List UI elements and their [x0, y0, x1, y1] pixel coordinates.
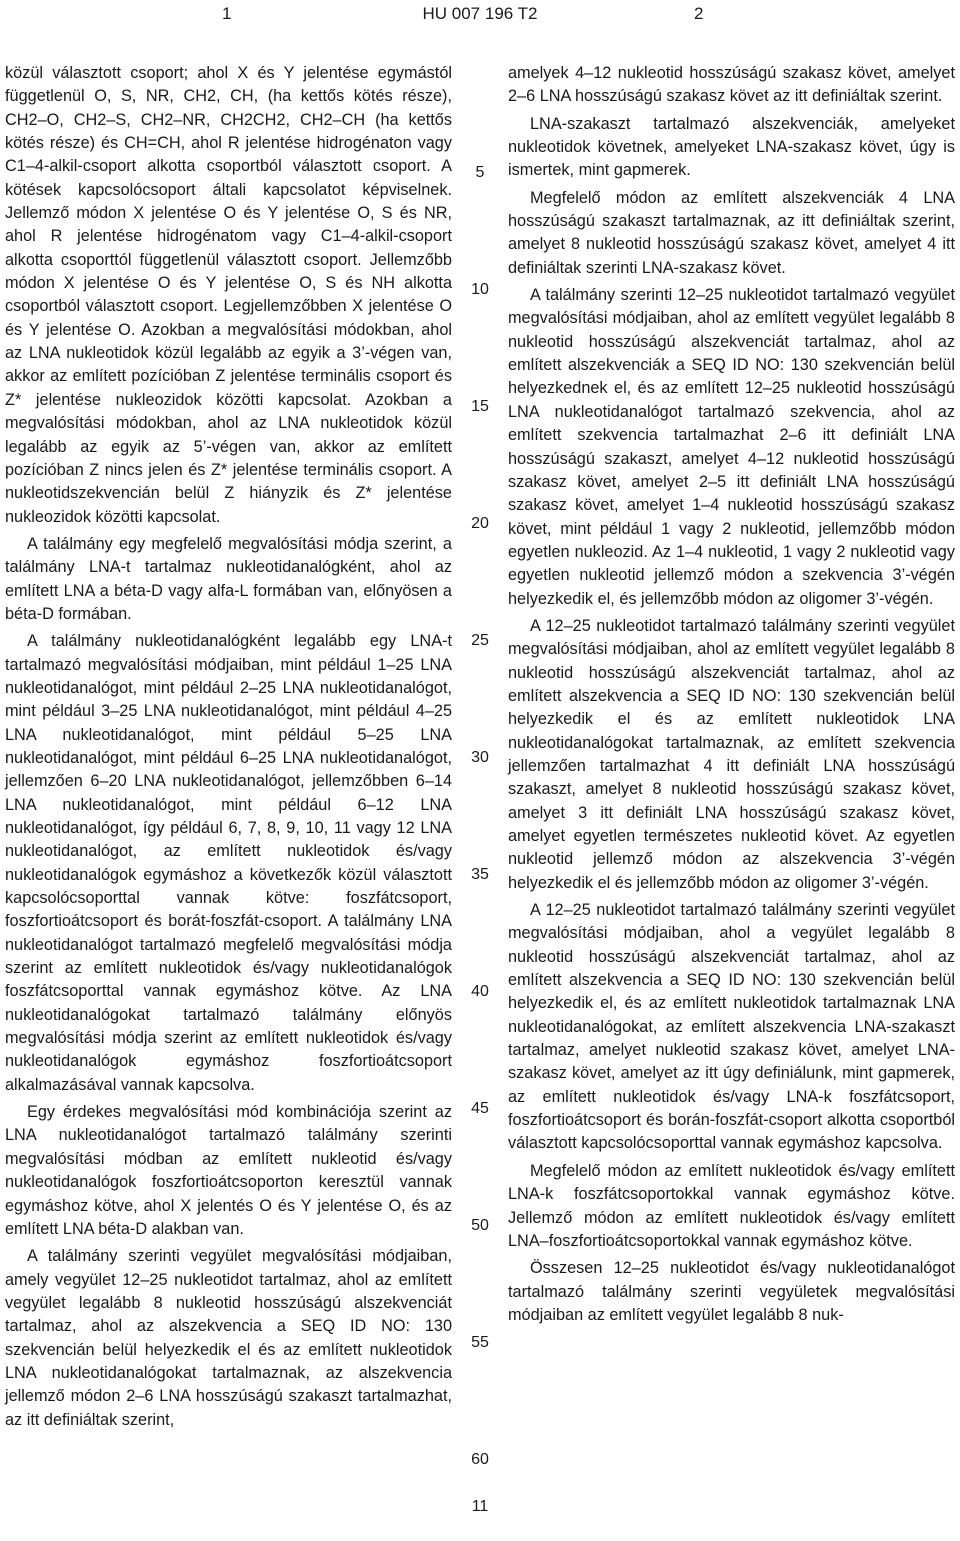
paragraph: közül választott csoport; ahol X és Y jelentése egymástól függetlenül O, S, NR, CH2, CH, (ha kettős kötés része), CH2–O, CH2–S, CH2–NR, CH2CH2, CH2–CH (ha kettős kötés része) és CH=CH, ahol R jelentése hidrogénaton vagy C1–4-alkil-csoport alkotta csoportból választott csoport. A kötések kapcsolócsoport általi kapcsolatot képviselnek. Jellemző módon X jelentése O és Y jelentése O, S és NR, ahol R jelentése hidrogénatom vagy C1–4-alkil-csoport alkotta csoporttól függetlenül választott csoport. Jellemzőbb módon X jelentése O és Y jelentése O, S és NH alkotta csoportból választott csoport. Legjellemzőbben X jelentése O és Y jelentése O. Azokban a megvalósítási módokban, ahol az LNA nukleotidok közül legalább az egyik a 3’-végen van, akkor az említett pozícióban Z jelentése terminális csoport és Z* jelentése nukleozidok közötti kapcsolat. Azokban a megvalósítási módokban, ahol az LNA nukleotidok közül legalább az egyik az 5’-végen van, akkor az említett pozícióban Z nincs jelen és Z* jelentése terminális csoport. A nukleotidszekvencián belül Z hiányzik és Z* jelentése nukleozidok közötti kapcsolat. — [5, 64, 452, 526]
paragraph: A 12–25 nukleotidot tartalmazó találmány szerinti vegyület megvalósítási módjaiban, ahol a vegyület legalább 8 nukleotid hosszúságú alszekvenciát tartalmaz, ahol az említett alszekvencia a SEQ ID NO: 130 szekvencián belül helyezkedik el, és az említett nukleotidok tartalmaznak LNA nukleotidanalógokat, az említett alszekvencia LNA-szakaszt tartalmaz, amelyet nukleotid szakasz követ, amelyet LNA-szakasz követ, amelyet az itt úgy definiálunk, mint gapmerek, az említett nukleotidok és/vagy LNA-k foszfátcsoport, foszfortioátcsoport és borán-foszfát-csoport alkotta csoportból választott kapcsolócsoporttal vannak egymáshoz kapcsolva. — [508, 901, 955, 1153]
line-number: 30 — [471, 749, 489, 766]
line-number: 35 — [471, 866, 489, 883]
line-number: 50 — [471, 1217, 489, 1234]
line-number: 55 — [471, 1334, 489, 1351]
paragraph: Megfelelő módon az említett alszekvenciák 4 LNA hosszúságú szakaszt tartalmaznak, az itt definiáltak szerint, amelyet 8 nukleotid hosszúságú szakasz követ, amelyet 4 itt definiáltak szerinti LNA-szakasz követ. — [508, 188, 955, 277]
paragraph: LNA-szakaszt tartalmazó alszekvenciák, amelyeket nukleotidok követnek, amelyeket LNA-szakasz követ, úgy is ismertek, mint gapmerek. — [508, 114, 955, 180]
line-number: 45 — [471, 1100, 489, 1117]
left-text-column — [5, 62, 452, 1436]
paragraph: Egy érdekes megvalósítási mód kombinációja szerint az LNA nukleotidanalógot tartalmazó találmány szerinti megvalósítási módban az említett nukleotid és/vagy nukleotidanalógok foszfortioátcsoporton keresztül vannak egymáshoz kötve, ahol X jelentés O és Y jelentése O, és az említett LNA béta-D alakban van. — [5, 1103, 452, 1238]
header-publication-number: HU 007 196 T2 — [422, 4, 538, 23]
header-column-number-right: 2 — [694, 4, 704, 23]
paragraph: Megfelelő módon az említett nukleotidok és/vagy említett LNA-k foszfátcsoportokkal vannak egymáshoz kötve. Jellemző módon az említett nukleotidok és/vagy említett LNA–foszfortioátcsoportokkal vannak egymáshoz kötve. — [508, 1161, 955, 1250]
paragraph: A találmány szerinti vegyület megvalósítási módjaiban, amely vegyület 12–25 nukleotidot tartalmaz, ahol az említett vegyület legalább 8 nukleotid hosszúságú alszekvenciát tartalmaz, ahol az alszekvencia a SEQ ID NO: 130 szekvencián belül helyezkedik el és az említett nukleotidok LNA nukleotidanalógokat tartalmaznak, az alszekvencia jellemző módon 2–6 LNA hosszúságú szakaszt tartalmazhat, az itt definiáltak szerint, — [5, 1247, 452, 1429]
paragraph: A találmány nukleotidanalógként legalább egy LNA-t tartalmazó megvalósítási módjaiban, mint például 1–25 LNA nukleotidanalógot, mint például 2–25 LNA nukleotidanalógot, mint például 3–25 LNA nukleotidanalógot, mint például 4–25 LNA nukleotidanalógot, mint például 5–25 LNA nukleotidanalógot, mint például 6–25 LNA nukleotidanalógot, jellemzően 6–20 LNA nukleotidanalógot, jellemzőbben 6–14 LNA nukleotidanalógot, mint például 6–12 LNA nukleotidanalógot, így például 6, 7, 8, 9, 10, 11 vagy 12 LNA nukleotidanalógot, az említett nukleotidok és/vagy nukleotidanalógok egymáshoz a következők közül választott kapcsolócsoporttal vannak kötve: foszfátcsoport, foszfortioátcsoport és borát-foszfát-csoport. A találmány LNA nukleotidanalógot tartalmazó megfelelő megvalósítási módja szerint az említett nukleotidok és/vagy nukleotidanalógok foszfátcsoporttal vannak egymáshoz kötve. Az LNA nukleotidanalógokat tartalmazó találmány előnyös megvalósítási módja szerint az említett nukleotidok és/vagy nukleotidanalógok egymáshoz foszfortioátcsoport alkalmazásával vannak kapcsolva. — [5, 632, 452, 1094]
paragraph: A találmány egy megfelelő megvalósítási módja szerint, a találmány LNA-t tartalmaz nukleotidanalógként, ahol az említett LNA a béta-D vagy alfa-L formában van, előnyösen a béta-D formában. — [5, 534, 452, 623]
paragraph: A találmány szerinti 12–25 nukleotidot tartalmazó vegyület megvalósítási módjaiban, ahol az említett vegyület legalább 8 nukleotid hosszúságú alszekvenciát tartalmaz, ahol az említett alszekvenciák a SEQ ID NO: 130 szekvencián belül helyezkednek el, és az említett 12–25 nukleotid hosszúságú LNA nukleotidanalógot tartalmazó szekvencia, ahol az említett szekvencia tartalmazhat 2–6 itt definiált LNA hosszúságú szakaszt, amelyet 4–12 nukleotid hosszúságú szakasz követ, amelyet 2–5 itt definiált LNA hosszúságú szakasz követ, amelyet 1–4 nukleotid hosszúságú szakasz követ, mint például 1 vagy 2 nukleotid, jellemzőbb módon egyetlen nukleozid. Az 1–4 nukleotid, 1 vagy 2 nukleotid vagy egyetlen nukleotid jellemző módon a szekvencia 3’-végén helyezkedik el, és jellemzőbb módon az oligomer 3’-végén. — [508, 286, 955, 608]
line-number: 60 — [471, 1451, 489, 1468]
header-column-number-left: 1 — [222, 4, 232, 23]
line-number: 15 — [471, 398, 489, 415]
right-text-column — [508, 62, 955, 1331]
paragraph: amelyek 4–12 nukleotid hosszúságú szakasz követ, amelyet 2–6 LNA hosszúságú szakasz követ az itt definiáltak szerint. — [508, 64, 955, 106]
line-number: 25 — [471, 632, 489, 649]
page-number: 11 — [471, 1498, 489, 1515]
line-number: 5 — [475, 164, 485, 181]
line-number: 10 — [471, 281, 489, 298]
line-number: 20 — [471, 515, 489, 532]
paragraph: Összesen 12–25 nukleotidot és/vagy nukleotidanalógot tartalmazó találmány szerinti vegyületek megvalósítási módjaiban az említett vegyület legalább 8 nuk- — [508, 1259, 955, 1324]
paragraph: A 12–25 nukleotidot tartalmazó találmány szerinti vegyület megvalósítási módjaiban, ahol az említett vegyület legalább 8 nukleotid hosszúságú alszekvenciát tartalmaz, ahol az említett alszekvencia a SEQ ID NO: 130 szekvencián belül helyezkedik el és az említett nukleotidok LNA nukleotidanalógokat tartalmaznak, az említett szekvencia jellemzően tartalmazhat 4 itt definiált LNA hosszúságú szakaszt, amelyet 8 nukleotid hosszúságú szakasz követ, amelyet 3 itt definiált LNA hosszúságú szakasz követ, amelyet egyetlen természetes nukleotid követ. Az egyetlen nukleotid jellemző módon az alszekvencia 3’-végén helyezkedik el és jellemzőbb módon az oligomer 3’-végén. — [508, 616, 955, 892]
line-number: 40 — [471, 983, 489, 1000]
